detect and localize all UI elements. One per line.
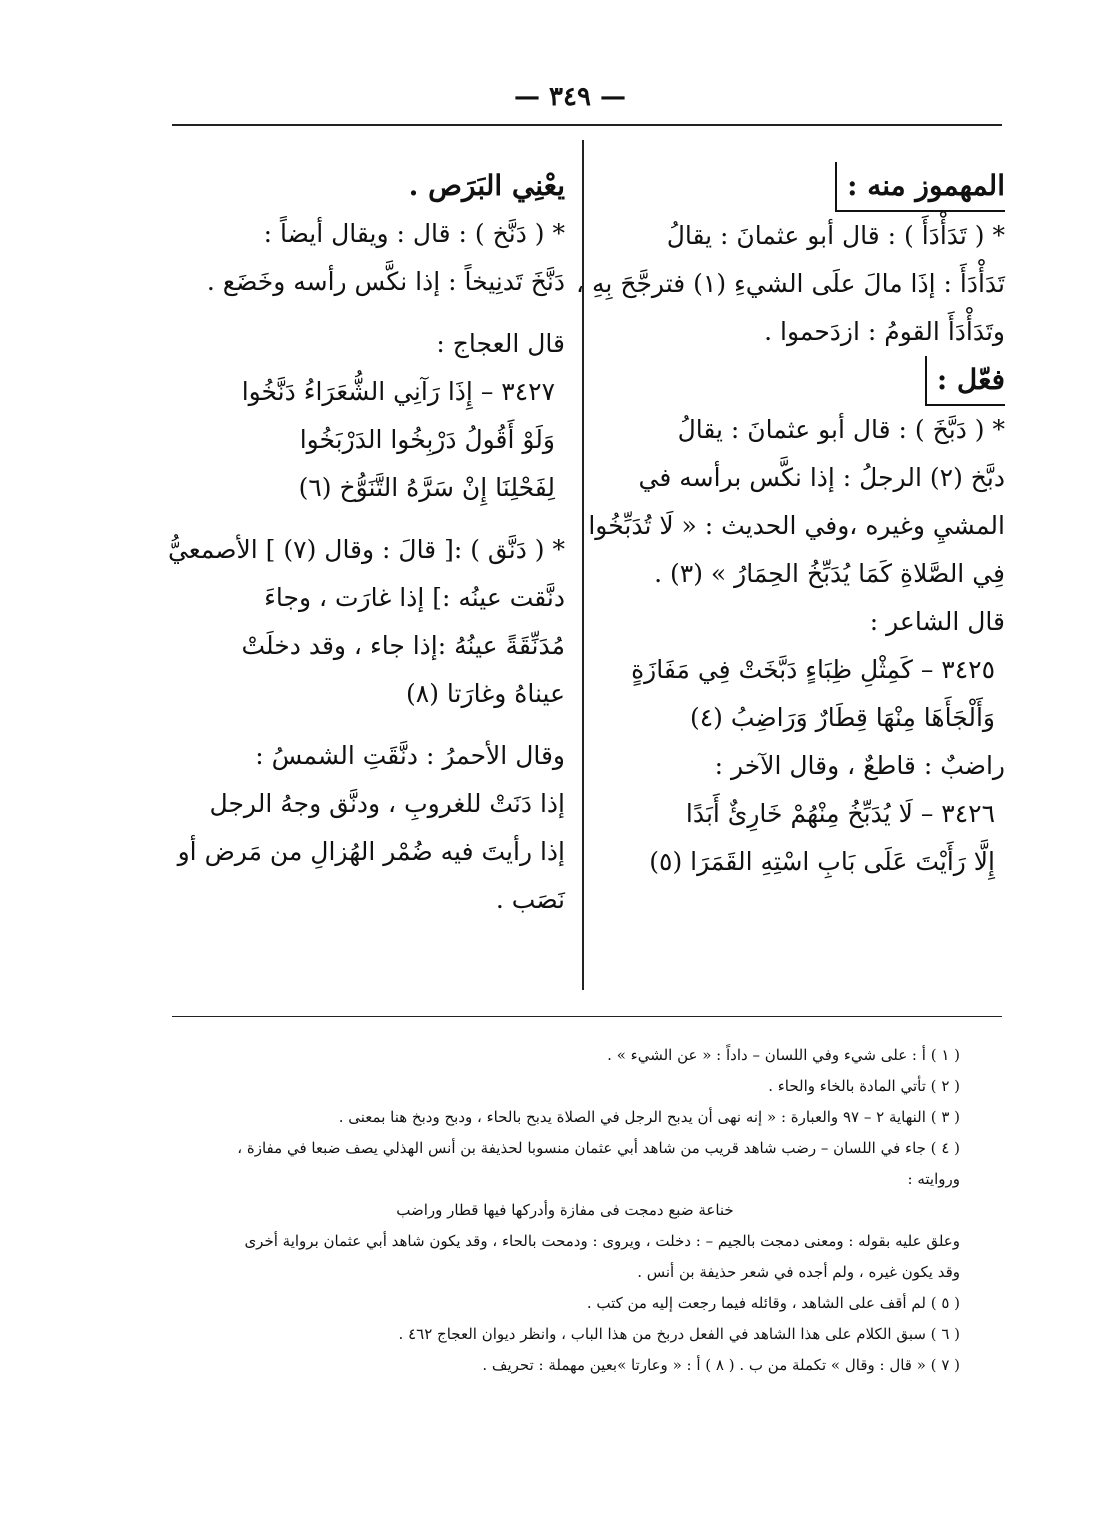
verse-line: وَأَلْجَأَهَا مِنْهَا قِطَارٌ وَرَاضِبُ (٤) xyxy=(689,703,995,732)
footnote: وعلق عليه بقوله : ومعنى دمجت بالجيم – : دخلت ، ويروى : ودمحت بالحاء ، وقد يكون شاهد أبي عثمان برواية أخرى xyxy=(244,1232,960,1250)
spacer xyxy=(170,306,565,320)
entry-line: قال الشاعر : xyxy=(869,607,1005,636)
section-heading xyxy=(615,162,1005,212)
entry-line: قال العجاج : xyxy=(436,329,565,358)
spacer xyxy=(170,512,565,526)
footnote-verse: خناعة ضبع دمجت فى مفازة وأدركها فيها قطار وراضب xyxy=(396,1201,734,1219)
entry-line: * ( دَنَّق ) :[ قالَ : وقال (٧) ] الأصمعيُّ xyxy=(167,535,565,564)
entry-line: نَصَب . xyxy=(495,885,565,914)
footnote: ( ٤ ) جاء في اللسان – رضب شاهد قريب من شاهد أبي عثمان منسوبا لحذيفة بن أنس الهذلي يصف ضبعا في مفازة ، xyxy=(237,1139,960,1157)
entry-line: دَنَّخَ تَدنِيخاً : إذا نكَّس رأسه وخَضَع . xyxy=(206,267,565,296)
heading-text: فعّل : xyxy=(925,356,1005,406)
entry-line: * ( دَبَّخَ ) : قال أبو عثمانَ : يقالُ xyxy=(677,415,1005,444)
entry-line: فِي الصَّلاةِ كَمَا يُدَبِّخُ الحِمَارُ » (٣) . xyxy=(654,559,1005,588)
verse-line: وَلَوْ أَقُولُ دَرْبِخُوا الدَرْبَخُوا xyxy=(299,425,555,454)
footnotes xyxy=(170,1040,960,1381)
left-column xyxy=(167,162,565,924)
footnote: ( ٢ ) تأتي المادة بالخاء والحاء . xyxy=(768,1077,960,1095)
header-rule xyxy=(172,124,1002,126)
heading-text: المهموز منه : xyxy=(835,162,1005,212)
footnote: ( ٥ ) لم أقف على الشاهد ، وقائله فيما رجعت إليه من كتب . xyxy=(586,1294,960,1312)
entry-line: * ( دَنَّخ ) : قال : ويقال أيضاً : xyxy=(263,219,565,248)
entry-line: المشيِ وغيره ،وفي الحديث : « لَا تُدَبِّخُوا xyxy=(588,511,1005,540)
entry-line: تَدَأْدَأَ : إذَا مالَ علَى الشيءِ (١) فترجَّحَ بِهِ ، xyxy=(576,269,1005,298)
entry-line: عيناهُ وغارَتا (٨) xyxy=(406,679,565,708)
verse-line: ٣٤٢٥ – كَمِثْلِ ظِبَاءٍ دَبَّخَتْ فِي مَفَازَةٍ xyxy=(631,655,995,684)
entry-line: دنَّقت عينُه :] إذا غارَت ، وجاءَ xyxy=(264,583,565,612)
entry-line: وقال الأحمرُ : دنَّقَتِ الشمسُ : xyxy=(255,741,565,770)
footnote: وروايته : xyxy=(907,1170,960,1188)
footnote: ( ١ ) أ : على شيء وفي اللسان – داداً : « عن الشيء » . xyxy=(607,1046,960,1064)
entry-line: إذا رأيتَ فيه ضُمْر الهُزالِ من مَرض أو xyxy=(177,837,565,866)
section-heading xyxy=(615,356,1005,406)
verse-line: لِفَحْلِنَا إِنْ سَرَّهُ التَّنَوُّخ (٦) xyxy=(298,473,555,502)
footnote: وقد يكون غيره ، ولم أجده في شعر حذيفة بن أنس . xyxy=(637,1263,960,1281)
entry-line: إذا دَنَتْ للغروبِ ، ودنَّق وجهُ الرجل xyxy=(209,789,565,818)
entry-line: * ( تَدَأْدَأَ ) : قال أبو عثمانَ : يقالُ xyxy=(666,221,1005,250)
verse-line: ٣٤٢٧ – إِذَا رَآنِي الشُّعَرَاءُ دَنَّخُوا xyxy=(241,377,555,406)
footnote: ( ٦ ) سبق الكلام على هذا الشاهد في الفعل دربخ من هذا الباب ، وانظر ديوان العجاج ٤٦٢ . xyxy=(398,1325,960,1343)
entry-line: دبَّخ (٢) الرجلُ : إذا نكَّس برأسه في xyxy=(638,463,1005,492)
right-column xyxy=(576,162,1005,886)
footnote: ( ٧ ) « قال : وقال » تكملة من ب . ( ٨ ) أ : « وعارتا »بعين مهملة : تحريف . xyxy=(482,1356,960,1374)
spacer xyxy=(170,718,565,732)
page-number: — ٣٤٩ — xyxy=(513,82,627,112)
footnote-rule xyxy=(172,1016,1002,1017)
entry-line: مُدَنِّقَةً عينُهُ :إذا جاء ، وقد دخلَتْ xyxy=(241,631,565,660)
entry-line: وتَدَأْدَأَ القومُ : ازدَحموا . xyxy=(764,317,1005,346)
verse-line: إِلَّا رَأَيْتَ عَلَى بَابِ اسْتِهِ القَمَرَا (٥) xyxy=(649,847,995,876)
entry-line: يعْنِي البَرَص . xyxy=(408,169,565,202)
gloss-line: راضبٌ : قاطعٌ ، وقال الآخر : xyxy=(714,751,1005,780)
verse-line: ٣٤٢٦ – لَا يُدَبِّخُ مِنْهُمْ خَارِئٌ أَبَدًا xyxy=(685,799,995,828)
footnote: ( ٣ ) النهاية ٢ – ٩٧ والعبارة : « إنه نهى أن يدبح الرجل في الصلاة يدبح بالحاء ، ودبح ودبخ هنا بمعنى . xyxy=(338,1108,960,1126)
